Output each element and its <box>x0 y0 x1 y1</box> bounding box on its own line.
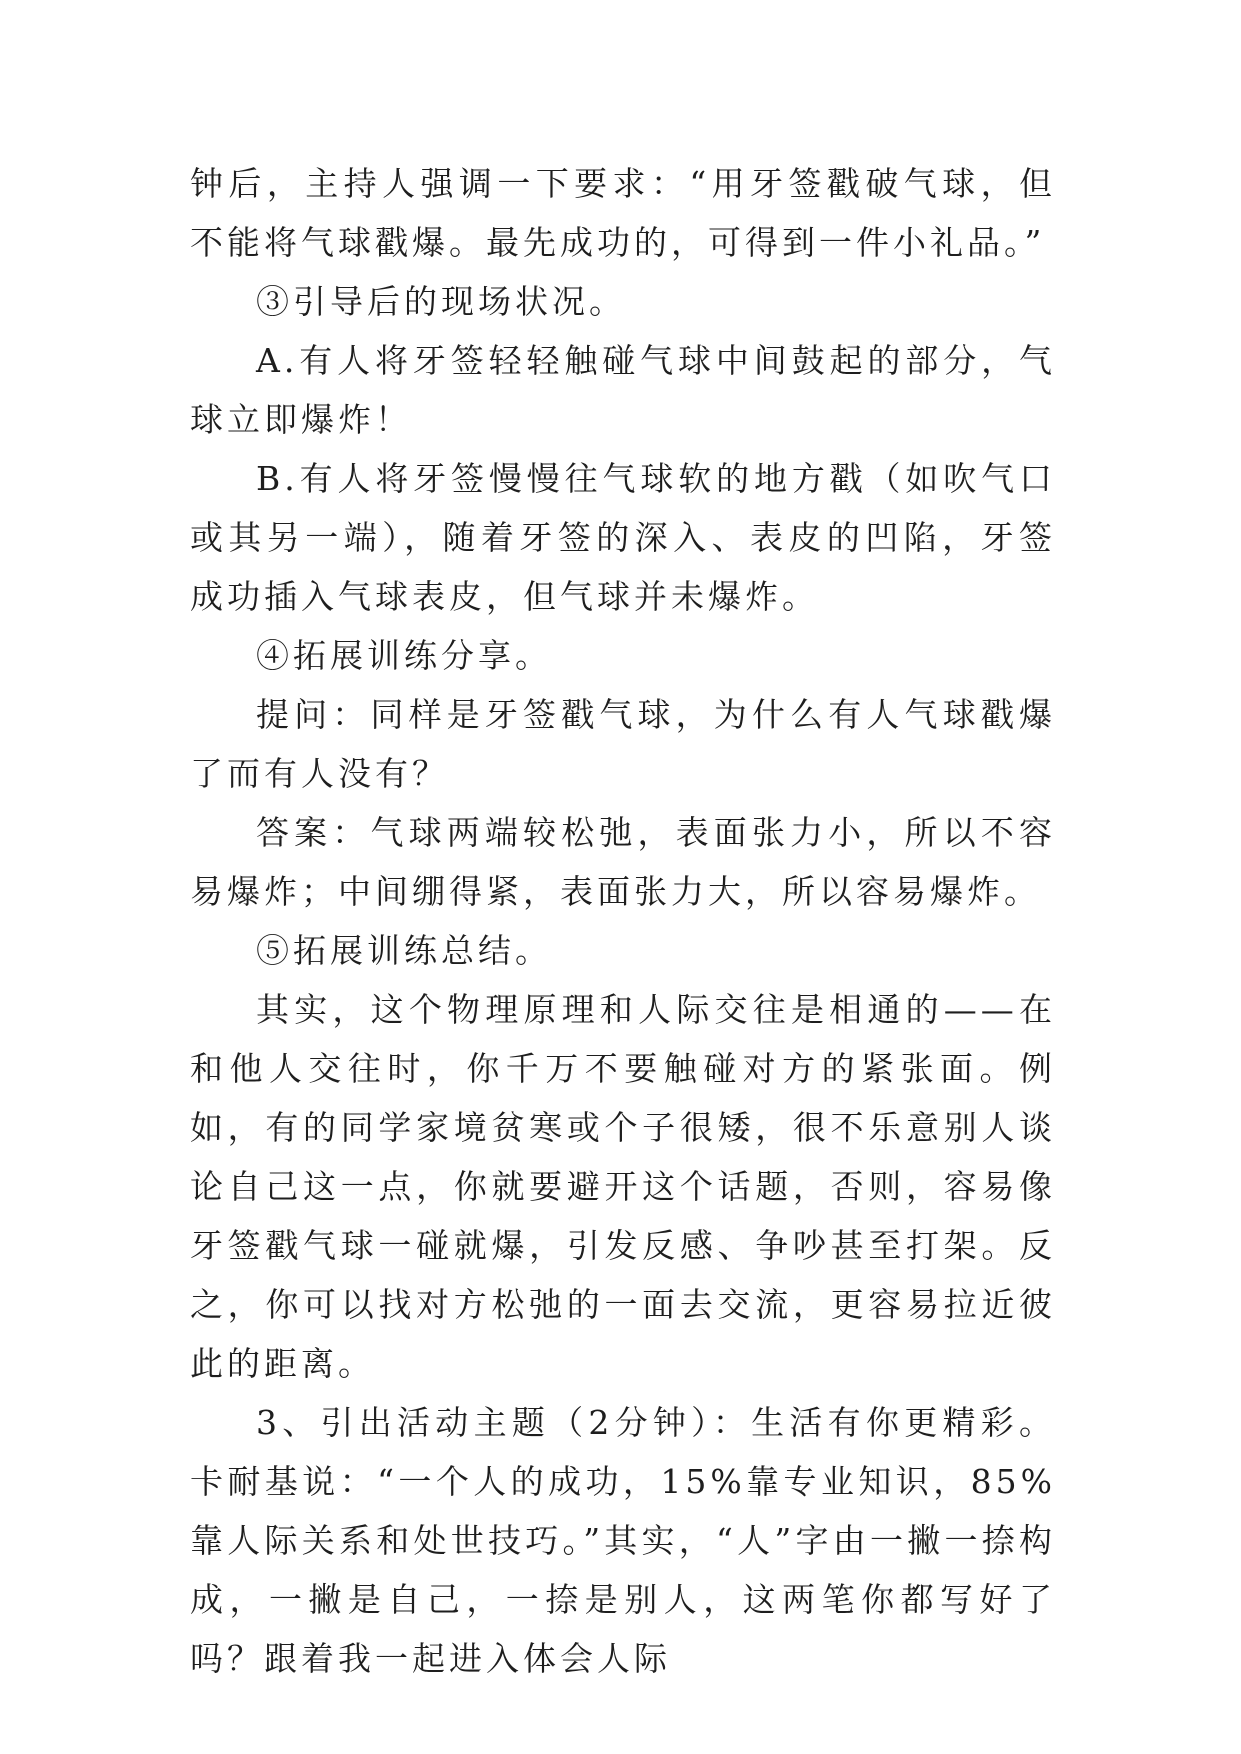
paragraph-continuation: 钟后，主持人强调一下要求：“用牙签戳破气球，但不能将气球戳爆。最先成功的，可得到一件小礼品。” <box>190 164 1056 262</box>
paragraph-answer: 答案：气球两端较松弛，表面张力小，所以不容易爆炸；中间绷得紧，表面张力大，所以容易爆炸。 <box>190 813 1056 911</box>
paragraph-question: 提问：同样是牙签戳气球，为什么有人气球戳爆了而有人没有？ <box>190 695 1056 793</box>
paragraph-case-a: A.有人将牙签轻轻触碰气球中间鼓起的部分，气球立即爆炸！ <box>190 341 1056 439</box>
paragraph-step-5: ⑤拓展训练总结。 <box>256 931 552 970</box>
paragraph-step-3: ③引导后的现场状况。 <box>256 282 626 321</box>
paragraph-summary: 其实，这个物理原理和人际交往是相通的——在和他人交往时，你千万不要触碰对方的紧张面。例如，有的同学家境贫寒或个子很矮，很不乐意别人谈论自己这一点，你就要避开这个话题，否则，容易像牙签戳气球一碰就爆，引发反感、争吵甚至打架。反之，你可以找对方松弛的一面去交流，更容易拉近彼此的距离。 <box>190 990 1056 1383</box>
body-text <box>190 154 1056 1688</box>
paragraph-case-b: B.有人将牙签慢慢往气球软的地方戳（如吹气口或其另一端），随着牙签的深入、表皮的凹陷，牙签成功插入气球表皮，但气球并未爆炸。 <box>190 459 1056 616</box>
paragraph-step-4: ④拓展训练分享。 <box>256 636 552 675</box>
paragraph-theme: 3、引出活动主题（2分钟）：生活有你更精彩。卡耐基说：“一个人的成功，15%靠专业知识，85%靠人际关系和处世技巧。”其实，“人”字由一撇一捺构成，一撇是自己，一捺是别人，这两笔你都写好了吗？跟着我一起进入体会人际 <box>190 1403 1056 1678</box>
